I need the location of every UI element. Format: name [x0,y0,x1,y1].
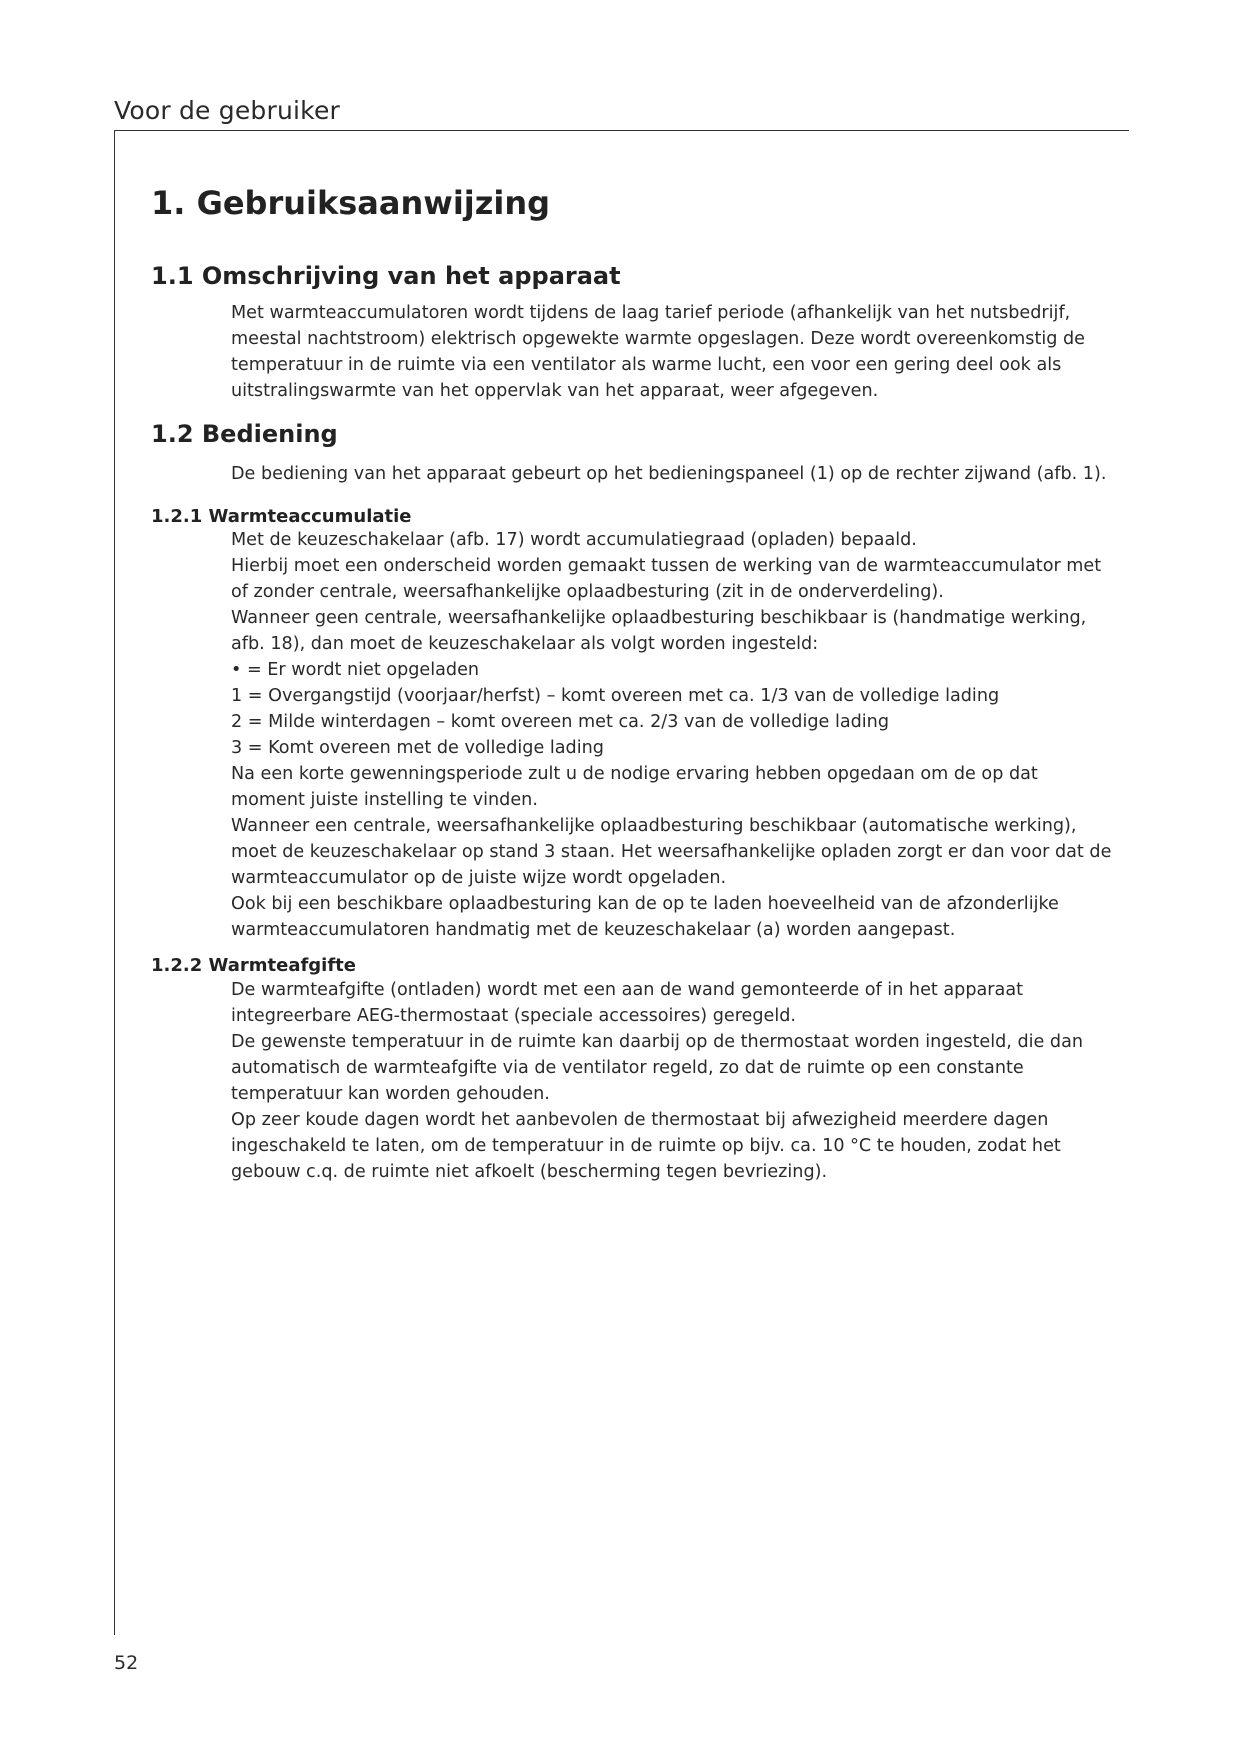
section-heading-1-2-1: 1.2.1 Warmteaccumulatie [151,506,412,527]
text-line: Wanneer geen centrale, weersafhankelijke oplaadbesturing beschikbaar is (handmatige werking, [231,608,1087,628]
text-line: Met de keuzeschakelaar (afb. 17) wordt accumulatiegraad (opladen) bepaald. [231,530,917,550]
list-item: 1 = Overgangstijd (voorjaar/herfst) – komt overeen met ca. 1/3 van de volledige lading [231,686,1000,706]
text-line: Op zeer koude dagen wordt het aanbevolen de thermostaat bij afwezigheid meerdere dagen [231,1110,1049,1130]
text-line: moet de keuzeschakelaar op stand 3 staan. Het weersafhankelijke opladen zorgt er dan voor dat de [231,842,1112,862]
text-line: Na een korte gewenningsperiode zult u de nodige ervaring hebben opgedaan om de op dat [231,764,1038,784]
text-line: Ook bij een beschikbare oplaadbesturing kan de op te laden hoeveelheid van de afzonderlijke [231,894,1059,914]
text-line: Hierbij moet een onderscheid worden gemaakt tussen de werking van de warmteaccumulator met [231,556,1102,576]
text-line: temperatuur in de ruimte via een ventilator als warme lucht, een voor een gering deel ook als [231,355,1062,375]
text-line: De bediening van het apparaat gebeurt op het bedieningspaneel (1) op de rechter zijwand (afb. 1). [231,464,1107,484]
text-line: warmteaccumulatoren handmatig met de keuzeschakelaar (a) worden aangepast. [231,920,956,940]
text-line: integreerbare AEG-thermostaat (speciale accessoires) geregeld. [231,1006,797,1026]
list-item: • = Er wordt niet opgeladen [231,660,480,680]
page-number: 52 [114,1652,139,1674]
section-1-2-2-body [231,977,1111,1185]
text-line: of zonder centrale, weersafhankelijke oplaadbesturing (zit in de onderverdeling). [231,582,944,602]
header-divider [114,130,1129,131]
list-item: 3 = Komt overeen met de volledige lading [231,738,604,758]
section-heading-1-2-2: 1.2.2 Warmteafgifte [151,955,356,976]
text-line: temperatuur kan worden gehouden. [231,1084,550,1104]
text-line: Wanneer een centrale, weersafhankelijke oplaadbesturing beschikbaar (automatische werking), [231,816,1077,836]
text-line: afb. 18), dan moet de keuzeschakelaar als volgt worden ingesteld: [231,634,819,654]
text-line: moment juiste instelling te vinden. [231,790,538,810]
section-heading-1-1: 1.1 Omschrijving van het apparaat [151,262,621,290]
section-heading-1-2: 1.2 Bediening [151,420,338,448]
chapter-title: 1. Gebruiksaanwijzing [151,184,551,222]
text-line: De gewenste temperatuur in de ruimte kan daarbij op de thermostaat worden ingesteld, die dan [231,1032,1084,1052]
section-1-2-body [231,461,1111,487]
section-1-2-1-body [231,527,1111,943]
text-line: De warmteafgifte (ontladen) wordt met een aan de wand gemonteerde of in het apparaat [231,980,1023,1000]
running-header: Voor de gebruiker [114,96,341,125]
text-line: gebouw c.q. de ruimte niet afkoelt (bescherming tegen bevriezing). [231,1162,828,1182]
text-line: automatisch de warmteafgifte via de ventilator regeld, zo dat de ruimte op een constante [231,1058,1024,1078]
section-1-1-body [231,300,1111,404]
text-line: uitstralingswarmte van het oppervlak van het apparaat, weer afgegeven. [231,381,879,401]
text-line: warmteaccumulator op de juiste wijze wordt opgeladen. [231,868,727,888]
list-item: 2 = Milde winterdagen – komt overeen met ca. 2/3 van de volledige lading [231,712,889,732]
text-line: meestal nachtstroom) elektrisch opgewekte warmte opgeslagen. Deze wordt overeenkomstig de [231,329,1085,349]
text-line: Met warmteaccumulatoren wordt tijdens de laag tarief periode (afhankelijk van het nutsbedrijf, [231,303,1071,323]
left-margin-rule [114,130,115,1635]
text-line: ingeschakeld te laten, om de temperatuur in de ruimte op bijv. ca. 10 °C te houden, zodat het [231,1136,1061,1156]
